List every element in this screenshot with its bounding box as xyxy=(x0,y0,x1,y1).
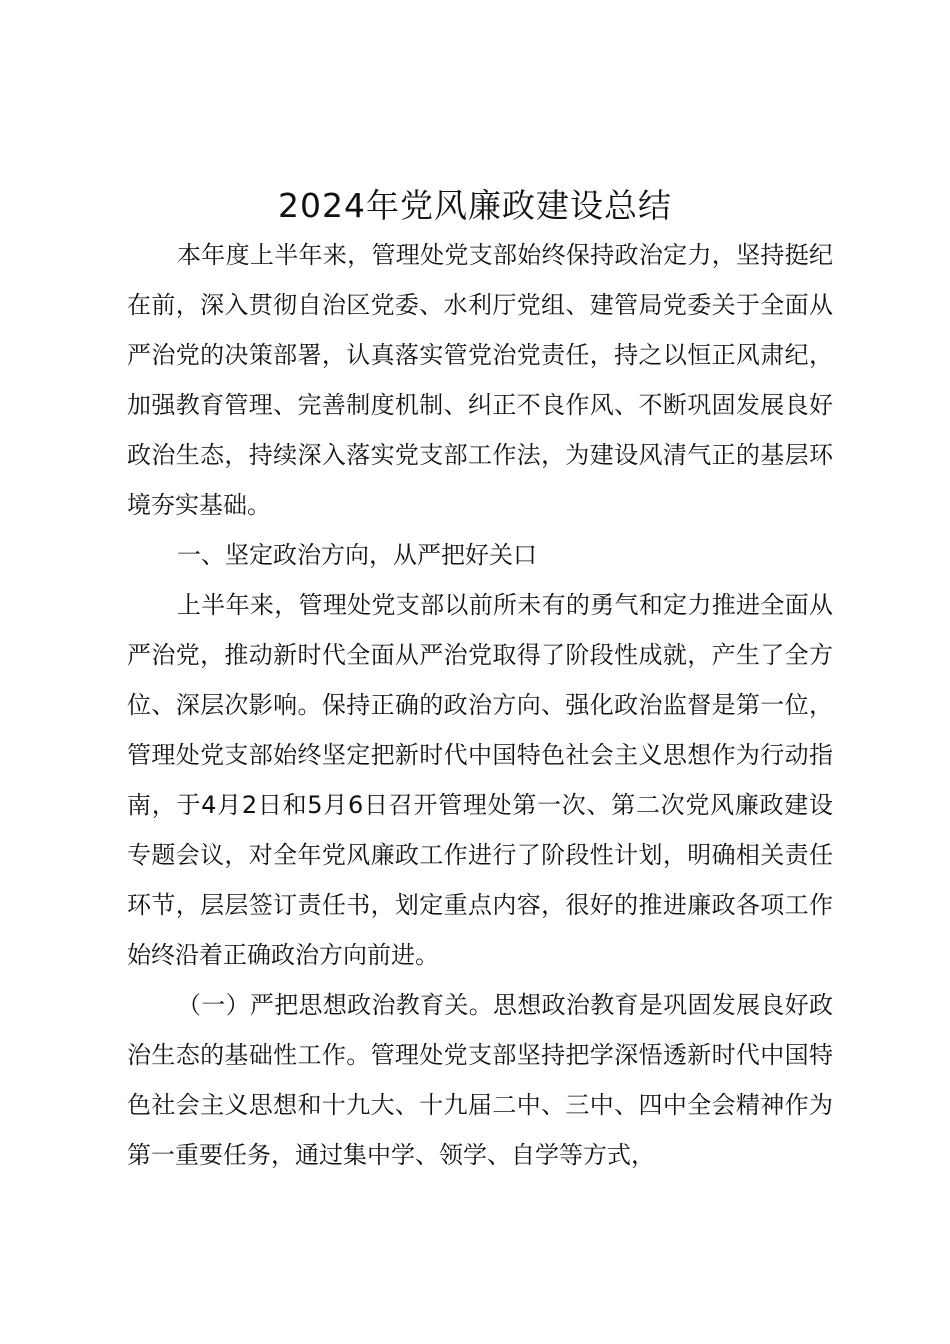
document-body xyxy=(127,230,833,1180)
section-heading-1: 一、坚定政治方向，从严把好关口 xyxy=(177,541,537,569)
paragraph-intro: 本年度上半年来，管理处党支部始终保持政治定力，坚持挺纪在前，深入贯彻自治区党委、水利厅党组、建管局党委关于全面从严治党的决策部署，认真落实管党治党责任，持之以恒正风肃纪，加强教育管理、完善制度机制、纠正不良作风、不断巩固发展良好政治生态，持续深入落实党支部工作法，为建设风清气正的基层环境夯实基础。 xyxy=(127,241,833,519)
paragraph-section-1: 上半年来，管理处党支部以前所未有的勇气和定力推进全面从严治党，推动新时代全面从严治党取得了阶段性成就，产生了全方位、深层次影响。保持正确的政治方向、强化政治监督是第一位，管理处党支部始终坚定把新时代中国特色社会主义思想作为行动指南，于4月2日和5月6日召开管理处第一次、第二次党风廉政建设专题会议，对全年党风廉政工作进行了阶段性计划，明确相关责任环节，层层签订责任书，划定重点内容，很好的推进廉政各项工作始终沿着正确政治方向前进。 xyxy=(127,591,833,969)
document-title: 2024年党风廉政建设总结 xyxy=(278,186,672,225)
paragraph-subsection-1: （一）严把思想政治教育关。思想政治教育是巩固发展良好政治生态的基础性工作。管理处党支部坚持把学深悟透新时代中国特色社会主义思想和十九大、十九届二中、三中、四中全会精神作为第一重要任务，通过集中学、领学、自学等方式， xyxy=(127,991,833,1169)
